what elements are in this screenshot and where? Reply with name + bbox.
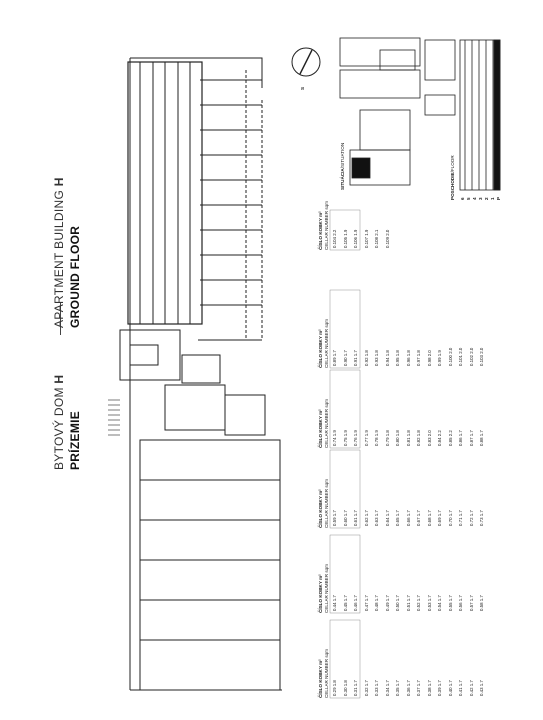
table-row: 0.37 1.7	[416, 680, 421, 696]
table-row: 0.44 1.7	[332, 595, 337, 611]
table-row: 0.66 1.7	[405, 510, 411, 526]
table-row: 0.63 1.7	[374, 510, 379, 526]
table-header-en: CELLAR NUMBER sqm	[324, 648, 329, 698]
table-header-en: CELLAR NUMBER sqm	[324, 318, 329, 368]
table-row: 0.73 1.7	[479, 510, 484, 526]
table-row: 0.40 1.7	[447, 680, 453, 696]
entrance-steps	[108, 400, 120, 435]
table-row: 0.106 1.9	[353, 229, 358, 248]
table-row: 0.35 1.7	[395, 680, 400, 696]
cellar-table-grid	[330, 210, 360, 698]
table-row: 0.60 1.7	[342, 510, 348, 526]
table-row: 0.89 1.7	[332, 350, 337, 366]
table-row: 0.84 2.2	[437, 430, 442, 446]
table-row: 0.100 2.0	[447, 347, 453, 366]
table-row: 0.47 1.7	[363, 595, 369, 611]
table-row: 0.46 1.7	[353, 595, 358, 611]
table-row: 0.92 1.8	[363, 350, 369, 366]
table-row: 0.54 1.7	[437, 595, 442, 611]
situation-label: SITUÁCIA/SITUATION	[340, 142, 345, 190]
table-header: ČÍSLO KOBKY m²	[318, 659, 323, 698]
table-row: 0.98 2.0	[426, 350, 432, 366]
table-header: ČÍSLO KOBKY m²	[318, 409, 323, 448]
table-row: 0.102 2.0	[468, 347, 474, 366]
table-row: 0.30 1.8	[342, 680, 348, 696]
table-row: 0.65 1.7	[395, 510, 400, 526]
table-row: 0.41 1.7	[458, 680, 463, 696]
table-header-en: CELLAR NUMBER sqm	[324, 200, 329, 250]
table-header: ČÍSLO KOBKY m²	[318, 211, 323, 250]
situation-map	[340, 38, 455, 185]
table-row: 0.36 1.7	[405, 680, 411, 696]
table-row: 0.52 1.7	[416, 595, 421, 611]
table-row: 0.29 1.8	[332, 680, 337, 696]
table-header-en: CELLAR NUMBER sqm	[324, 478, 329, 528]
floor-number: 1	[490, 197, 495, 200]
table-row: 0.101 2.0	[458, 347, 463, 366]
table-row: 0.32 1.7	[363, 680, 369, 696]
table-row: 0.69 1.7	[437, 510, 442, 526]
table-row: 0.51 1.7	[405, 595, 411, 611]
table-row: 0.67 1.7	[416, 510, 421, 526]
table-row: 0.42 1.7	[468, 680, 474, 696]
table-row: 0.61 1.7	[353, 510, 358, 526]
floor-number: 5	[466, 197, 471, 200]
table-row: 0.94 1.8	[384, 350, 390, 366]
table-row: 0.39 1.7	[437, 680, 442, 696]
title-sk-line2: PRÍZEMIE	[68, 410, 82, 470]
table-row: 0.55 1.7	[447, 595, 453, 611]
table-row: 0.33 1.7	[374, 680, 379, 696]
floor-number: 4	[472, 197, 477, 200]
table-row: 0.53 1.7	[426, 595, 432, 611]
table-row: 0.79 1.8	[384, 430, 390, 446]
table-row: 0.31 1.7	[353, 680, 358, 696]
table-header: ČÍSLO KOBKY m²	[318, 329, 323, 368]
table-row: 0.86 1.7	[458, 430, 463, 446]
title-en-line2: GROUND FLOOR	[68, 225, 82, 328]
table-row: 0.59 1.7	[332, 510, 337, 526]
floor-indicator	[460, 40, 500, 190]
table-row: 0.78 1.9	[374, 430, 379, 446]
floor-number: P	[496, 196, 501, 200]
table-row: 0.104 2.2	[332, 229, 337, 248]
table-row: 0.34 1.7	[384, 680, 390, 696]
table-row: 0.71 1.7	[458, 510, 463, 526]
table-header-en: CELLAR NUMBER sqm	[324, 398, 329, 448]
floor-label: POSCHODIE/FLOOR	[450, 155, 455, 200]
north-arrow-icon	[292, 48, 320, 76]
table-row: 0.38 1.7	[426, 680, 432, 696]
table-row: 0.62 1.7	[363, 510, 369, 526]
north-label: S	[300, 86, 305, 90]
table-row: 0.74 1.9	[332, 430, 337, 446]
table-row: 0.91 1.7	[353, 350, 358, 366]
table-row: 0.107 1.9	[363, 229, 369, 248]
table-row: 0.49 1.7	[384, 595, 390, 611]
table-row: 0.103 2.0	[479, 347, 484, 366]
table-row: 0.87 1.7	[468, 430, 474, 446]
title-sk-line1: BYTOVÝ DOM H	[52, 374, 66, 470]
table-row: 0.68 1.7	[426, 510, 432, 526]
table-row: 0.95 1.8	[395, 350, 400, 366]
table-row: 0.109 2.0	[384, 229, 390, 248]
table-row: 0.97 1.8	[416, 350, 421, 366]
table-row: 0.57 1.7	[468, 595, 474, 611]
table-row: 0.45 1.7	[342, 595, 348, 611]
table-row: 0.56 1.7	[458, 595, 463, 611]
table-row: 0.75 1.9	[342, 430, 348, 446]
table-row: 0.105 1.9	[342, 229, 348, 248]
table-row: 0.70 1.7	[447, 510, 453, 526]
table-row: 0.50 1.7	[395, 595, 400, 611]
floor-number: 6	[460, 197, 465, 200]
floor-indicator-ground	[494, 40, 500, 190]
staircase	[120, 330, 180, 380]
table-row: 0.90 1.7	[342, 350, 348, 366]
table-row: 0.108 2.1	[374, 229, 379, 248]
table-row: 0.96 1.8	[405, 350, 411, 366]
table-row: 0.43 1.7	[479, 680, 484, 696]
table-row: 0.85 2.2	[447, 430, 453, 446]
table-row: 0.76 1.9	[353, 430, 358, 446]
table-row: 0.64 1.7	[384, 510, 390, 526]
storage-room-block	[140, 440, 280, 690]
table-row: 0.88 1.7	[479, 430, 484, 446]
table-header-en: CELLAR NUMBER sqm	[324, 563, 329, 613]
table-row: 0.48 1.7	[374, 595, 379, 611]
title-en-line1: APARTMENT BUILDING H	[52, 177, 66, 328]
table-row: 0.99 1.9	[437, 350, 442, 366]
table-row: 0.81 1.8	[405, 430, 411, 446]
table-header: ČÍSLO KOBKY m²	[318, 574, 323, 613]
floor-number: 2	[484, 197, 489, 200]
table-row: 0.77 1.9	[363, 430, 369, 446]
situation-building-h	[352, 158, 370, 178]
table-row: 0.82 1.8	[416, 430, 421, 446]
table-row: 0.83 2.0	[426, 430, 432, 446]
table-header: ČÍSLO KOBKY m²	[318, 489, 323, 528]
table-row: 0.72 1.7	[468, 510, 474, 526]
table-row: 0.80 1.8	[395, 430, 400, 446]
floor-number: 3	[478, 197, 483, 200]
table-row: 0.58 1.7	[479, 595, 484, 611]
table-row: 0.93 1.8	[374, 350, 379, 366]
